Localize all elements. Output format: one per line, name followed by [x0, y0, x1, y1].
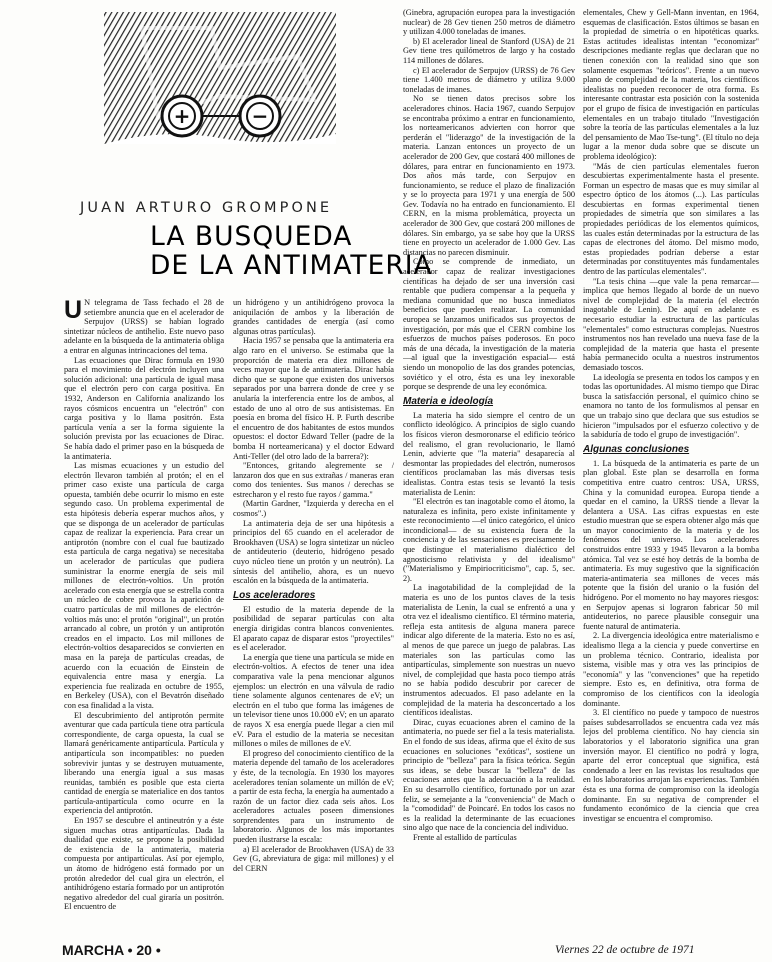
lead-paragraph: U N telegrama de Tass fechado el 28 de setiembre anuncia que en el acelerador de Serpujov (URSS) se habían logrado sintetizar núcleos de antihelio. Este nuevo paso adelante en la búsqueda de la antimateria obliga a entrar en algunas intrincaciones del tema. — [64, 298, 224, 355]
paragraph: El progreso del conocimiento científico de la materia depende del tamaño de los aceleradores y éste, de la tecnología. En 1930 los mayores aceleradores tenían solamente un millón de eV; a partir de esta fecha, la energía ha aumentado a razón de un factor diez cada seis años. Los aceleradores actuales poseen dimensiones sorprendentes para un instrumento de laboratorio. Algunos de los más importantes pueden ilustrarse la escala: — [233, 748, 394, 845]
paragraph: Hacia 1957 se pensaba que la antimateria era algo raro en el universo. Se estimaba que la proporción de materia era diez millones de veces mayor que la de antimateria. Dirac había dicho que se supone que existen dos universos separados por una barrera donde de cree y se anularía la interferencia entre los de ambos, al estado de uno al otro de sus antisistemas. En poesía en broma del físico H. P. Furth describe el encuentro de dos habitantes de estos mundos opuestos: el doctor Edward Teller (padre de la bomba H norteamericana) y el doctor Edward Anti-Teller (del otro lado de la barrera?): — [233, 336, 394, 461]
paragraph: La inagotabilidad de la complejidad de la materia es uno de los puntos claves de la tesis materialista de Lenin, la cual se enfrentó a una y otra vez el idealismo científico. El término materia, refleja esta antitesis de alguna manera parece indicar algo diferente de la materia. Esto no es así, al menos de que parece un juego de palabras. Las materiales son las partículas como las antipartículas, simplemente son nuestras un nuevo nivel, de complejidad que hasta poco tiempo atrás no se había podido descubrir por carecer de instrumentos adecuados. El paso adelante en la complejidad de la materia ha desconcertado a los científicos idealistas. — [403, 583, 575, 718]
paragraph: 2. La divergencia ideológica entre materialismo e idealismo llega a la ciencia y puede convertirse en un problema técnico. Contrario, idealista por sistema, visible mas y otra ves las principios de "economía" y las "convenciones" que ha repetido siempre. Esto es, en definitiva, otra forma de compromiso de los científicos con la ideología dominante. — [583, 631, 759, 708]
paragraph: elementales, Chew y Gell-Mann inventan, en 1964, esquemas de clasificación. Estos últimos se basan en la propiedad de simetría o en hipotéticas quarks. Estas actitudes idealistas intentan "economizar" descripciones mediante reglas que declaran que no tienen conexión con la realidad sino que son solamente esquemas "teóricos". Frente a un nuevo plano de complejidad de la materia, los científicos idealistas no pueden reconocer de otra forma. Es interesante contrastar esta posición con la sostenida por el grupo de física de investigación en partículas elementales en un trabajo titulado "Investigación sobre la teoría de las partículas elementales a la luz del pensamiento de Mao Tse-tung". (El título no deja lugar a la menor duda sobre que se discute un problema ideológico): — [583, 8, 759, 161]
paragraph: La materia ha sido siempre el centro de un conflicto ideológico. A principios de siglo cuando los físicos vieron desmoronarse el edificio teórico del realismo, el gran revolucionario, le llamó Lenin, advierte que "la materia" desaparecía al desmontar las propiedades del electrón, numerosos científicos proclamaban las más diversas tesis idealistas. Contra estas tesis se levantó la tesis materialista de Lenin: — [403, 410, 575, 497]
minus-symbol: − — [251, 104, 269, 128]
paragraph: Las ecuaciones que Dirac formula en 1930 para el movimiento del electrón incluyen una solución adicional: una partícula de igual masa que el electrón pero con carga positiva. En 1932, Anderson en California analizando los rayos cósmicos encuentra un "electrón" con carga positiva y lo llama positrón. Esta partícula venía a ser la forma siguiente la solución prevista por las ecuaciones de Dirac. Se había dado el primer paso en la búsqueda de la antimateria. — [64, 355, 224, 461]
paragraph: Las mismas ecuaciones y un estudio del electrón llevaron también al protón; el en el primer caso existe una partícula de carga opuesta, también debe ocurrir lo mismo en este segundo caso. Un problema experimental de esta hipótesis debería esperar muchos años, y que se disponga de un acelerador de partículas capaz de realizar la experiencia. Para crear un antiprotón (nombre con el cual fue bautizado esta partícula de carga negativa) se necesitaba un acelerador de partículas que pudiera suministrar la enorme energía de seis mil millones de electrón-voltios. Un protón acelerado con esta energía que se estrella contra un núcleo de cobre provoca la aparición de cuatro partículas de mil millones de electrón-voltios más uno: el protón "original", un protón arrancado al cobre, un protón y un antiprotón creados en el impacto. Los mil millones de electrón-voltios desaparecidos se convierten en masa en la pareja de partículas creadas, de acuerdo con la ecuación de Einstein de equivalencia entre masa y energía. La experiencia fue realizada en octubre de 1955, en Berkeley (USA), con el Bevatrón diseñado con esa finalidad a la vista. — [64, 461, 224, 710]
column-4 — [583, 8, 759, 938]
paragraph: 1. La búsqueda de la antimateria es parte de un plan global. Este plan se desarrolla en forma competitiva entre cuatro centros: USA, URSS, China y la comunidad europea. Europa tiende a quedar en el camino, la URSS tiende a llevar la delantera a USA. Las cifras expuestas en este estudio muestran que se espera obtener algo más que un mayor conocimiento de la materia y de los fenómenos del universo. Los aceleradores construidos entre 1933 y 1945 llevaron a la bomba atómica. Tal vez se esté hoy detrás de la bomba de antimateria. Es muy sugestivo que la significación materia-antimateria sea millones de veces más potente que la fisión del uranio o la fusión del hidrógeno. Por el momento no hay mayores riesgos: en Serpujov apenas si lograron fabricar 50 mil antideuterios, no parece plausible conseguir una fuente natural de antimateria. — [583, 458, 759, 631]
paragraph: La ideología se presenta en todos los campos y en todas las oportunidades. Al mismo tiempo que Dirac busca la satisfacción personal, el químico chino se enamora no tanto de los formulismos al pensar en que un trabajo sino que declara que sus estudios se hicieron "impulsados por el esfuerzo colectivo y de la sabiduría de todo el grupo de investigación". — [583, 372, 759, 440]
paragraph: Dirac, cuyas ecuaciones abren el camino de la antimateria, no puede ser fiel a la tesis materialista. En el fondo de sus ideas, afirma que el éxito de sus ecuaciones en soluciones "exóticas", sostiene un principio de "belleza" para la física teórica. Según sus ideas, se debe buscar la "belleza" de las ecuaciones antes que la adecuación a la realidad. En su desarrollo científico, fortunado por un azar feliz, se semejante a la "conveniencia" de Mach o la "comodidad" de Poincaré. En todos los casos no es la realidad la determinante de las ecuaciones sino algo que nace de la conciencia del individuo. — [403, 717, 575, 833]
paragraph: (Ginebra, agrupación europea para la investigación nuclear) de 28 Gev tienen 250 metros de diámetro y utilizan 4.000 toneladas de imanes. — [403, 8, 575, 37]
paragraph: La energía que tiene una partícula se mide en electrón-voltios. A efectos de tener una idea comparativa vale la pena mencionar algunos ejemplos: un electrón en una válvula de radio tiene solamente algunos centenares de eV; un electrón en el tubo que forma las imágenes de un televisor tiene unos 10.000 eV; en un aparato de rayos X esa energía puede llegar a cien mil eV. Para el estudio de la materia se necesitan millones o miles de millones de eV. — [233, 652, 394, 749]
publication-footer: MARCHA • 20 • — [62, 942, 161, 958]
drop-cap: U — [64, 298, 83, 324]
column-3 — [403, 8, 575, 938]
paragraph: El estudio de la materia depende de la posibilidad de separar partículas con alta energía dirigidas contra blancos convenientes. El aparato capaz de disparar estos "proyectiles" es el acelerador. — [233, 604, 394, 653]
plus-minus-logo — [102, 8, 338, 188]
paragraph: un hidrógeno y un antihidrógeno provoca la aniquilación de ambos y la liberación de grandes cantidades de energía (así como algunas otras partículas). — [233, 298, 394, 336]
verse-quote: "Entonces, gritando alegremente se / lanzaron dos que en sus extrañas / maneras eran como dos tenientes. Sus manos / derechas se estrecharon y el resto fue rayos / gamma." — [233, 461, 394, 499]
verse-credit: (Martin Gardner, "Izquierda y derecha en el cosmos".) — [233, 499, 394, 519]
paragraph: "El electrón es tan inagotable como el átomo, la naturaleza es infinita, pero existe infinitamente y este reconocimiento —el único categórico, el único incondicional— de su existencia fuera de la conciencia y de las sensaciones es precisamente lo que distingue el materialismo dialéctico del agnosticismo relativista y del idealismo" ("Materialismo y Empiriocriticismo", cap. 5, sec. 2). — [403, 497, 575, 583]
article-headline — [150, 221, 433, 281]
paragraph: "Más de cien partículas elementales fueron descubiertas experimentalmente hasta el presente. Forman un espectro de masas que es muy similar al espectro óptico de los átomos (...). Las partículas descubiertas en formas experimental tienen propiedades de simetría que son similares a las propiedades periódicas de los elementos químicos, las cuales están determinadas por la estructura de las capas de electrones del átomo. Del mismo modo, estas propiedades podrían deberse a estar determinadas por constituyentes más fundamentales dentro de las partículas elementales". — [583, 161, 759, 277]
headline-line-2: DE LA ANTIMATERIA — [150, 250, 433, 281]
paragraph: 3. El científico no puede y tampoco de nuestros países subdesarrollados se encuentra cada vez más lejos del problema científico. No hay ciencia sin laboratorios y el laboratorio significa una gran inversión mayor. El científico no podrá y logra, aparte del error conceptual que significa, está condenado a leer en las revistas los resultados que en los laboratorios arrojan las experiencias. También ésta es una forma de compromiso con la ideología dominante. En su negativa de comprender el fundamento económico de la ciencia que crea investigar se encuentra el compromiso. — [583, 708, 759, 823]
plus-symbol: + — [173, 104, 191, 128]
paragraph: c) El acelerador de Serpujov (URSS) de 76 Gev tiene 1.400 metros de diámetro y utiliza 9.000 toneladas de imanes. — [403, 65, 575, 94]
paragraph: El descubrimiento del antiprotón permite aventurar que cada partícula tiene otra partícula correspondiente, de carga opuesta, la cual se llamará genéricamente antipartícula. Partícula y antipartícula son incompatibles: no pueden sobrevivir juntas y se destruyen mutuamente, liberando una energía igual a sus masas reunidas, también es posible que esta cierta cantidad de energía se materialice en dos tantos partícula-antipartícula como ocurre en la experiencia del antiprotón. — [64, 710, 224, 816]
headline-line-1: LA BUSQUEDA — [150, 221, 353, 252]
subheading-aceleradores: Los aceleradores — [233, 589, 316, 601]
paragraph: Como se comprende de inmediato, un acelerador capaz de realizar investigaciones científicas ha dejado de ser una inversión casi rentable que pudiera compensar a la pequeña y mediana comunidad que no busca inmediatos beneficios que pueden realizar. La comunidad europea se lanzamos unificados sus proyectos de investigación, por más que el CERN combine los esfuerzos de muchos países poderosos. En poco más de una década, la investigación de la materia —al igual que la investigación espacial— está siendo un monopolio de las dos grandes potencias, soviético y el otro, ésta es una ley inexorable porque se desprende de una ley económica. — [403, 257, 575, 392]
column-2 — [233, 298, 394, 938]
paragraph: Frente al estallido de partículas — [413, 832, 517, 842]
paragraph: La antimateria deja de ser una hipótesis a principios del 65 cuando en el acelerador de Brookhaven (USA) se logra sintetizar un núcleo de antideuterio (deuterio, hidrógeno pesado cuyo núcleo tiene un protón y un neutrón). La síntesis del antihelio, ahora, es un nuevo escalón en la búsqueda de la antimateria. — [233, 518, 394, 586]
author-byline: JUAN ARTURO GROMPONE — [80, 200, 333, 216]
subheading-materia-ideologia: Materia e ideología — [403, 395, 494, 407]
paragraph: b) El acelerador lineal de Stanford (USA) de 21 Gev tiene tres quilómetros de largo y ha costado 114 millones de dólares. — [403, 36, 575, 65]
paragraph: a) El acelerador de Brookhaven (USA) de 33 Gev (G, abreviatura de giga: mil millones) y el del CERN — [233, 844, 394, 873]
issue-date: Viernes 22 de octubre de 1971 — [555, 944, 695, 956]
paragraph: En 1957 se descubre el antineutrón y a éste siguen muchas otras antipartículas. Dada la dualidad que existe, se propone la posibilidad de existencia de la antimateria, materia compuesta por antipartículas. Así por ejemplo, un átomo de hidrógeno está formado por un protón alrededor del cual gira un electrón, el antihidrógeno estaría formado por un antiprotón negativo alrededor del cual giraría un positrón. El encuentro de — [64, 816, 224, 912]
subheading-conclusiones: Algunas conclusiones — [583, 443, 690, 455]
paragraph: "La tesis china —que vale la pena remarcar— implica que hemos llegado al borde de un nuevo nivel de complejidad de la materia (el electrón inagotable de Lenin). De aquí en adelante es necesario estudiar la estructura de las partículas "elementales" como estructuras complejas. Nuestros instrumentos nos han revelado una nueva fase de la complejidad de la materia que hasta el presente había permanecido oculta a nuestros instrumentos demasiado toscos. — [583, 276, 759, 372]
column-1 — [64, 298, 224, 938]
paragraph: No se tienen datos precisos sobre los aceleradores chinos. Hacia 1967, cuando Serpujov se encontraba próximo a entrar en funcionamiento, los norteamericanos advierten con horror que perderán el "liderazgo" de la investigación de la materia. Lanzan entonces un proyecto de un acelerador de 200 Gev, que costará 400 millones de dólares, para entrar en funcionamiento en 1973. Dos años más tarde, con Serpujov en funcionamiento, se reduce el plazo de finalización y se lo proyecta para 1971 y una energía de 500 Gev. Todavía no ha entrado en funcionamiento. El CERN, en la misma problemática, proyecta un acelerador de 300 Gev, que costará 200 millones de dólares. Sin embargo, ya se sabe hoy que la URSS tiene en proyecto un acelerador de 1.000 Gev. Las distancias no parecen disminuir. — [403, 94, 575, 257]
